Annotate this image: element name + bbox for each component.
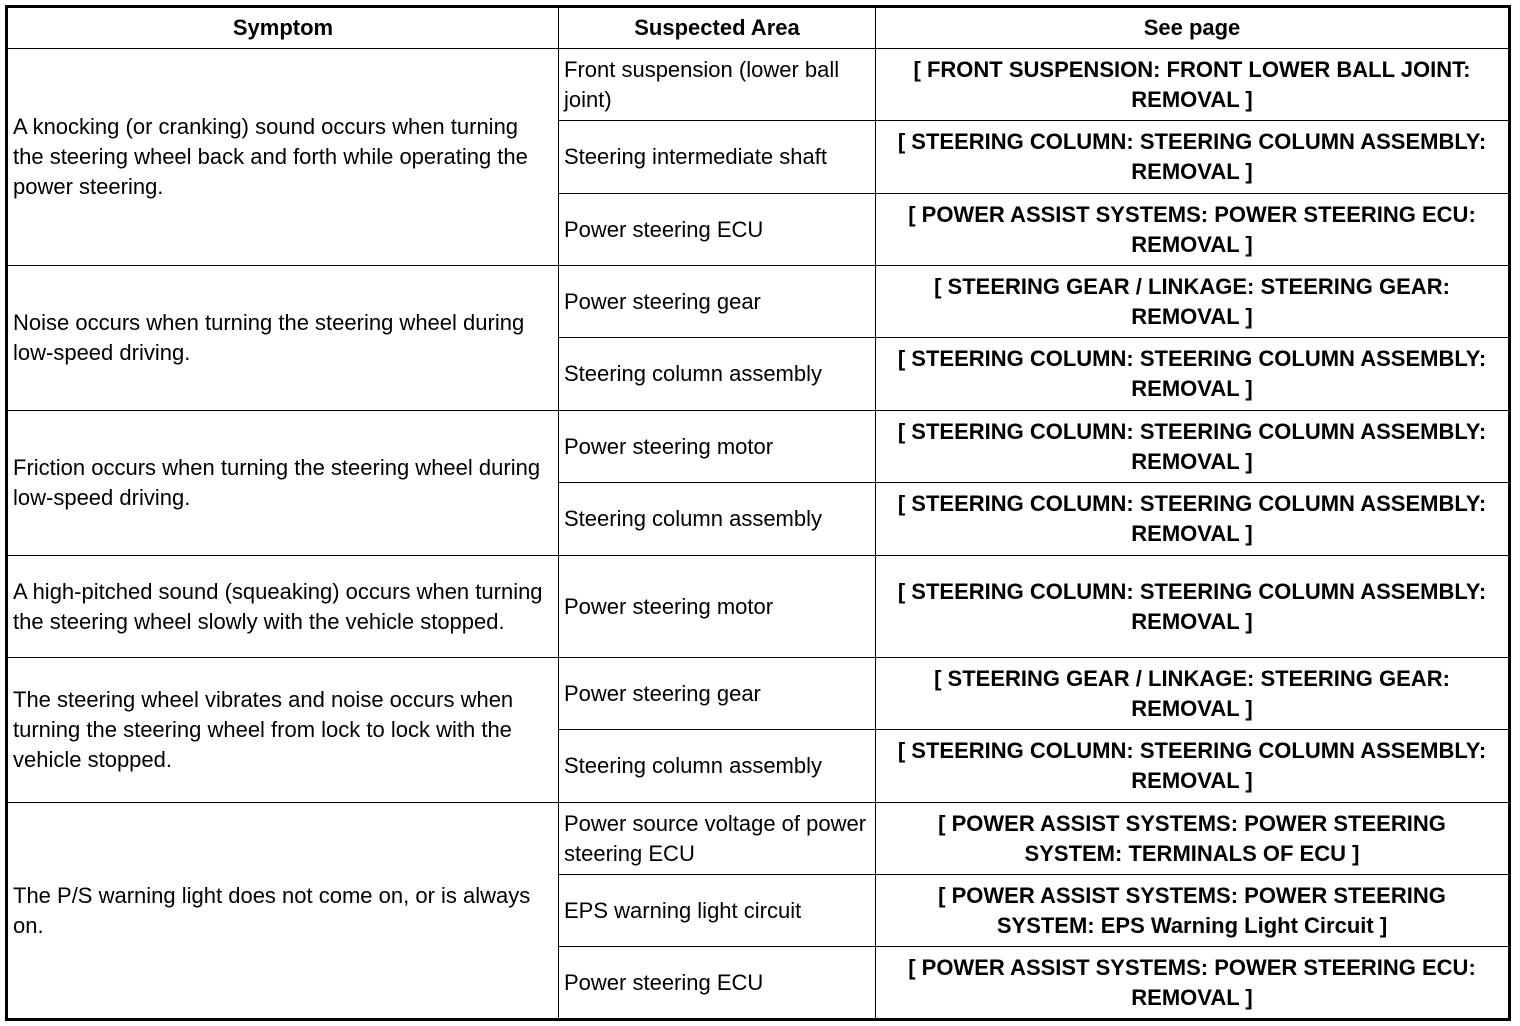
table-row [7,556,1510,658]
table-row [7,411,1510,483]
see-page-link[interactable]: [ POWER ASSIST SYSTEMS: POWER STEERING SYSTEM: EPS Warning Light Circuit ] [876,875,1510,947]
suspected-area-cell: Steering intermediate shaft [559,121,876,194]
see-page-link[interactable]: [ STEERING COLUMN: STEERING COLUMN ASSEMBLY: REMOVAL ] [876,730,1510,803]
suspected-area-cell: Steering column assembly [559,483,876,556]
suspected-area-cell: Steering column assembly [559,730,876,803]
suspected-area-cell: Power steering motor [559,556,876,658]
see-page-link[interactable]: [ STEERING COLUMN: STEERING COLUMN ASSEMBLY: REMOVAL ] [876,556,1510,658]
header-symptom: Symptom [7,7,559,49]
suspected-area-cell: Power source voltage of power steering ECU [559,803,876,875]
suspected-area-cell: EPS warning light circuit [559,875,876,947]
table-body [7,49,1510,1020]
header-row [7,7,1510,49]
symptom-cell: Noise occurs when turning the steering wheel during low-speed driving. [7,266,559,411]
see-page-link[interactable]: [ FRONT SUSPENSION: FRONT LOWER BALL JOINT: REMOVAL ] [876,49,1510,121]
see-page-link[interactable]: [ POWER ASSIST SYSTEMS: POWER STEERING ECU: REMOVAL ] [876,947,1510,1020]
table-row [7,658,1510,730]
suspected-area-cell: Power steering gear [559,658,876,730]
suspected-area-cell: Steering column assembly [559,338,876,411]
suspected-area-cell: Front suspension (lower ball joint) [559,49,876,121]
troubleshooting-table [5,5,1511,1021]
see-page-link[interactable]: [ STEERING COLUMN: STEERING COLUMN ASSEMBLY: REMOVAL ] [876,483,1510,556]
suspected-area-cell: Power steering motor [559,411,876,483]
symptom-cell: The steering wheel vibrates and noise occurs when turning the steering wheel from lock to lock with the vehicle stopped. [7,658,559,803]
see-page-link[interactable]: [ POWER ASSIST SYSTEMS: POWER STEERING SYSTEM: TERMINALS OF ECU ] [876,803,1510,875]
see-page-link[interactable]: [ STEERING GEAR / LINKAGE: STEERING GEAR: REMOVAL ] [876,266,1510,338]
header-see-page: See page [876,7,1510,49]
see-page-link[interactable]: [ POWER ASSIST SYSTEMS: POWER STEERING ECU: REMOVAL ] [876,194,1510,266]
table-row [7,803,1510,875]
symptom-cell: A knocking (or cranking) sound occurs when turning the steering wheel back and forth while operating the power steering. [7,49,559,266]
suspected-area-cell: Power steering ECU [559,947,876,1020]
see-page-link[interactable]: [ STEERING GEAR / LINKAGE: STEERING GEAR: REMOVAL ] [876,658,1510,730]
see-page-link[interactable]: [ STEERING COLUMN: STEERING COLUMN ASSEMBLY: REMOVAL ] [876,411,1510,483]
table-row [7,266,1510,338]
suspected-area-cell: Power steering ECU [559,194,876,266]
symptom-cell: The P/S warning light does not come on, or is always on. [7,803,559,1020]
suspected-area-cell: Power steering gear [559,266,876,338]
table-row [7,49,1510,121]
see-page-link[interactable]: [ STEERING COLUMN: STEERING COLUMN ASSEMBLY: REMOVAL ] [876,121,1510,194]
header-suspected-area: Suspected Area [559,7,876,49]
symptom-cell: Friction occurs when turning the steering wheel during low-speed driving. [7,411,559,556]
symptom-cell: A high-pitched sound (squeaking) occurs when turning the steering wheel slowly with the vehicle stopped. [7,556,559,658]
see-page-link[interactable]: [ STEERING COLUMN: STEERING COLUMN ASSEMBLY: REMOVAL ] [876,338,1510,411]
